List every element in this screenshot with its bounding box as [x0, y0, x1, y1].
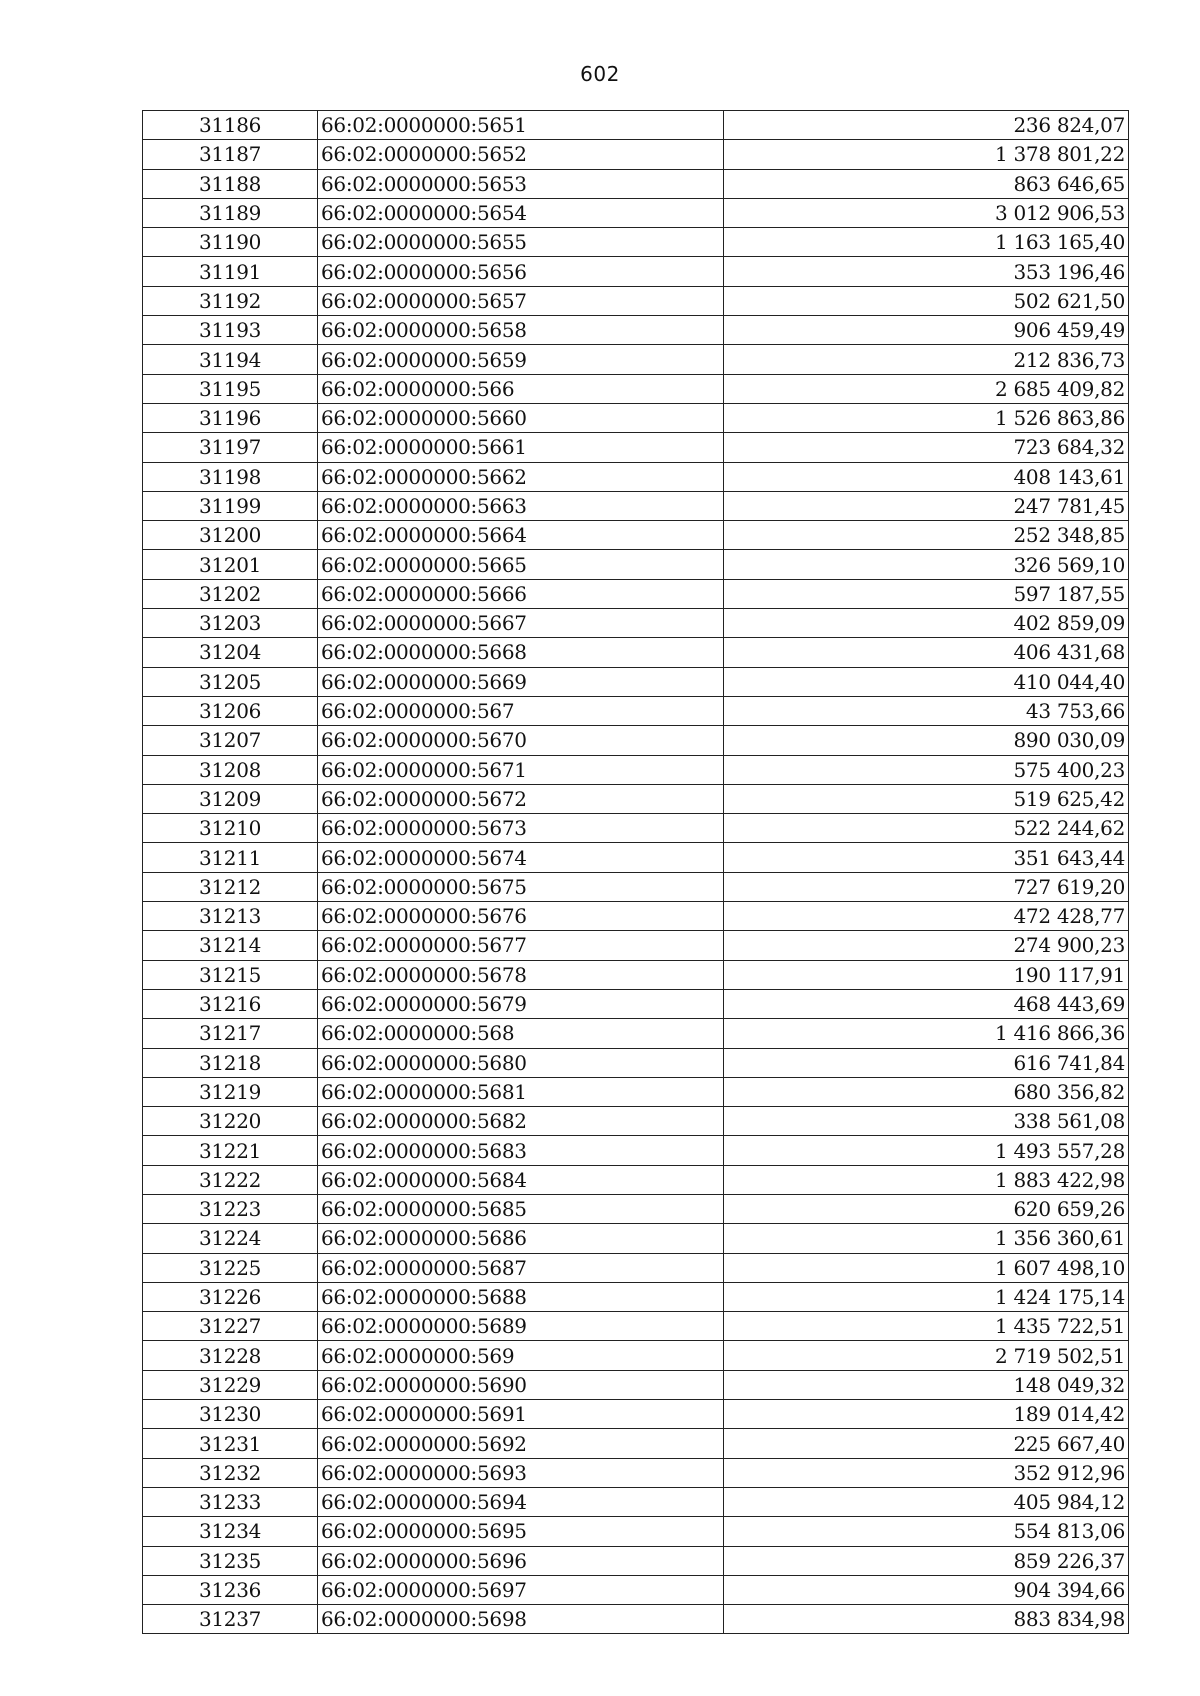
cadastral-number-cell: 66:02:0000000:5698 — [318, 1605, 724, 1634]
row-number-cell: 31228 — [143, 1341, 318, 1370]
table-row — [143, 638, 1129, 667]
row-number-cell: 31205 — [143, 667, 318, 696]
cadastral-value-cell: 1 883 422,98 — [724, 1165, 1129, 1194]
cadastral-value-cell: 274 900,23 — [724, 931, 1129, 960]
table-row — [143, 1458, 1129, 1487]
cadastral-number-cell: 66:02:0000000:5666 — [318, 579, 724, 608]
row-number-cell: 31191 — [143, 257, 318, 286]
cadastral-number-cell: 66:02:0000000:5663 — [318, 491, 724, 520]
cadastral-value-cell: 148 049,32 — [724, 1370, 1129, 1399]
cadastral-number-cell: 66:02:0000000:5652 — [318, 140, 724, 169]
cadastral-number-cell: 66:02:0000000:5660 — [318, 403, 724, 432]
cadastral-number-cell: 66:02:0000000:5684 — [318, 1165, 724, 1194]
row-number-cell: 31204 — [143, 638, 318, 667]
cadastral-value-cell: 405 984,12 — [724, 1487, 1129, 1516]
cadastral-number-cell: 66:02:0000000:5656 — [318, 257, 724, 286]
row-number-cell: 31220 — [143, 1107, 318, 1136]
row-number-cell: 31193 — [143, 316, 318, 345]
cadastral-value-cell: 727 619,20 — [724, 872, 1129, 901]
cadastral-value-cell: 1 378 801,22 — [724, 140, 1129, 169]
cadastral-value-cell: 906 459,49 — [724, 316, 1129, 345]
cadastral-number-cell: 66:02:0000000:5657 — [318, 286, 724, 315]
table-row — [143, 1370, 1129, 1399]
table-row — [143, 228, 1129, 257]
table-row — [143, 316, 1129, 345]
cadastral-value-cell: 472 428,77 — [724, 902, 1129, 931]
table-row — [143, 1487, 1129, 1516]
cadastral-number-cell: 66:02:0000000:5670 — [318, 726, 724, 755]
row-number-cell: 31197 — [143, 433, 318, 462]
cadastral-value-cell: 2 719 502,51 — [724, 1341, 1129, 1370]
cadastral-value-cell: 616 741,84 — [724, 1048, 1129, 1077]
table-row — [143, 140, 1129, 169]
row-number-cell: 31194 — [143, 345, 318, 374]
cadastral-number-cell: 66:02:0000000:5681 — [318, 1077, 724, 1106]
cadastral-value-cell: 353 196,46 — [724, 257, 1129, 286]
row-number-cell: 31212 — [143, 872, 318, 901]
cadastral-value-cell: 236 824,07 — [724, 111, 1129, 140]
cadastral-number-cell: 66:02:0000000:5685 — [318, 1194, 724, 1223]
table-row — [143, 403, 1129, 432]
cadastral-value-cell: 1 416 866,36 — [724, 1019, 1129, 1048]
row-number-cell: 31215 — [143, 960, 318, 989]
cadastral-number-cell: 66:02:0000000:5695 — [318, 1517, 724, 1546]
table-row — [143, 1575, 1129, 1604]
cadastral-number-cell: 66:02:0000000:566 — [318, 374, 724, 403]
cadastral-number-cell: 66:02:0000000:5697 — [318, 1575, 724, 1604]
table-row — [143, 257, 1129, 286]
row-number-cell: 31207 — [143, 726, 318, 755]
cadastral-number-cell: 66:02:0000000:5676 — [318, 902, 724, 931]
row-number-cell: 31230 — [143, 1400, 318, 1429]
cadastral-number-cell: 66:02:0000000:5691 — [318, 1400, 724, 1429]
cadastral-number-cell: 66:02:0000000:568 — [318, 1019, 724, 1048]
table-row — [143, 1605, 1129, 1634]
row-number-cell: 31235 — [143, 1546, 318, 1575]
cadastral-value-cell: 252 348,85 — [724, 521, 1129, 550]
table-row — [143, 784, 1129, 813]
cadastral-number-cell: 66:02:0000000:5693 — [318, 1458, 724, 1487]
cadastral-value-cell: 338 561,08 — [724, 1107, 1129, 1136]
table-row — [143, 696, 1129, 725]
cadastral-number-cell: 66:02:0000000:5674 — [318, 843, 724, 872]
row-number-cell: 31200 — [143, 521, 318, 550]
cadastral-value-cell: 680 356,82 — [724, 1077, 1129, 1106]
row-number-cell: 31233 — [143, 1487, 318, 1516]
table-row — [143, 872, 1129, 901]
cadastral-value-cell: 212 836,73 — [724, 345, 1129, 374]
cadastral-number-cell: 66:02:0000000:5687 — [318, 1253, 724, 1282]
row-number-cell: 31231 — [143, 1429, 318, 1458]
cadastral-number-cell: 66:02:0000000:5653 — [318, 169, 724, 198]
table-row — [143, 989, 1129, 1018]
row-number-cell: 31213 — [143, 902, 318, 931]
cadastral-number-cell: 66:02:0000000:5659 — [318, 345, 724, 374]
cadastral-number-cell: 66:02:0000000:5680 — [318, 1048, 724, 1077]
cadastral-value-cell: 859 226,37 — [724, 1546, 1129, 1575]
cadastral-value-cell: 468 443,69 — [724, 989, 1129, 1018]
row-number-cell: 31192 — [143, 286, 318, 315]
cadastral-value-cell: 408 143,61 — [724, 462, 1129, 491]
table-row — [143, 814, 1129, 843]
cadastral-number-cell: 66:02:0000000:5658 — [318, 316, 724, 345]
cadastral-value-cell: 1 356 360,61 — [724, 1224, 1129, 1253]
cadastral-number-cell: 66:02:0000000:5683 — [318, 1136, 724, 1165]
cadastral-value-cell: 43 753,66 — [724, 696, 1129, 725]
cadastral-number-cell: 66:02:0000000:5690 — [318, 1370, 724, 1399]
cadastral-value-cell: 1 163 165,40 — [724, 228, 1129, 257]
row-number-cell: 31226 — [143, 1282, 318, 1311]
table-row — [143, 521, 1129, 550]
row-number-cell: 31237 — [143, 1605, 318, 1634]
row-number-cell: 31210 — [143, 814, 318, 843]
table-body — [143, 111, 1129, 1634]
row-number-cell: 31206 — [143, 696, 318, 725]
table-row — [143, 931, 1129, 960]
table-row — [143, 1194, 1129, 1223]
cadastral-value-table — [142, 110, 1129, 1634]
table-row — [143, 726, 1129, 755]
row-number-cell: 31217 — [143, 1019, 318, 1048]
cadastral-number-cell: 66:02:0000000:5689 — [318, 1312, 724, 1341]
cadastral-number-cell: 66:02:0000000:5661 — [318, 433, 724, 462]
cadastral-value-cell: 225 667,40 — [724, 1429, 1129, 1458]
table-row — [143, 1136, 1129, 1165]
cadastral-number-cell: 66:02:0000000:5662 — [318, 462, 724, 491]
cadastral-value-cell: 522 244,62 — [724, 814, 1129, 843]
table-row — [143, 1546, 1129, 1575]
cadastral-number-cell: 66:02:0000000:5694 — [318, 1487, 724, 1516]
cadastral-value-cell: 1 435 722,51 — [724, 1312, 1129, 1341]
row-number-cell: 31211 — [143, 843, 318, 872]
row-number-cell: 31196 — [143, 403, 318, 432]
cadastral-value-cell: 620 659,26 — [724, 1194, 1129, 1223]
row-number-cell: 31222 — [143, 1165, 318, 1194]
row-number-cell: 31199 — [143, 491, 318, 520]
table-row — [143, 1312, 1129, 1341]
row-number-cell: 31224 — [143, 1224, 318, 1253]
row-number-cell: 31189 — [143, 198, 318, 227]
cadastral-number-cell: 66:02:0000000:5654 — [318, 198, 724, 227]
cadastral-number-cell: 66:02:0000000:5696 — [318, 1546, 724, 1575]
cadastral-number-cell: 66:02:0000000:5677 — [318, 931, 724, 960]
cadastral-value-cell: 352 912,96 — [724, 1458, 1129, 1487]
cadastral-number-cell: 66:02:0000000:5678 — [318, 960, 724, 989]
table-row — [143, 1282, 1129, 1311]
cadastral-number-cell: 66:02:0000000:5673 — [318, 814, 724, 843]
cadastral-number-cell: 66:02:0000000:5686 — [318, 1224, 724, 1253]
row-number-cell: 31198 — [143, 462, 318, 491]
row-number-cell: 31216 — [143, 989, 318, 1018]
table-row — [143, 491, 1129, 520]
cadastral-number-cell: 66:02:0000000:5655 — [318, 228, 724, 257]
cadastral-value-cell: 502 621,50 — [724, 286, 1129, 315]
table-row — [143, 1077, 1129, 1106]
table-row — [143, 286, 1129, 315]
table-row — [143, 1341, 1129, 1370]
cadastral-value-cell: 890 030,09 — [724, 726, 1129, 755]
cadastral-number-cell: 66:02:0000000:569 — [318, 1341, 724, 1370]
cadastral-number-cell: 66:02:0000000:5665 — [318, 550, 724, 579]
row-number-cell: 31208 — [143, 755, 318, 784]
table-row — [143, 960, 1129, 989]
row-number-cell: 31234 — [143, 1517, 318, 1546]
row-number-cell: 31209 — [143, 784, 318, 813]
cadastral-value-cell: 519 625,42 — [724, 784, 1129, 813]
table-row — [143, 1048, 1129, 1077]
row-number-cell: 31214 — [143, 931, 318, 960]
row-number-cell: 31227 — [143, 1312, 318, 1341]
row-number-cell: 31218 — [143, 1048, 318, 1077]
table-row — [143, 1107, 1129, 1136]
row-number-cell: 31190 — [143, 228, 318, 257]
table-row — [143, 198, 1129, 227]
row-number-cell: 31186 — [143, 111, 318, 140]
cadastral-value-cell: 1 526 863,86 — [724, 403, 1129, 432]
row-number-cell: 31187 — [143, 140, 318, 169]
cadastral-number-cell: 66:02:0000000:567 — [318, 696, 724, 725]
table-row — [143, 1165, 1129, 1194]
cadastral-value-cell: 883 834,98 — [724, 1605, 1129, 1634]
table-row — [143, 550, 1129, 579]
cadastral-value-cell: 1 607 498,10 — [724, 1253, 1129, 1282]
cadastral-value-cell: 351 643,44 — [724, 843, 1129, 872]
cadastral-value-cell: 402 859,09 — [724, 609, 1129, 638]
table-row — [143, 902, 1129, 931]
cadastral-value-cell: 1 493 557,28 — [724, 1136, 1129, 1165]
cadastral-number-cell: 66:02:0000000:5688 — [318, 1282, 724, 1311]
row-number-cell: 31221 — [143, 1136, 318, 1165]
table-row — [143, 1019, 1129, 1048]
row-number-cell: 31229 — [143, 1370, 318, 1399]
cadastral-value-cell: 554 813,06 — [724, 1517, 1129, 1546]
cadastral-number-cell: 66:02:0000000:5692 — [318, 1429, 724, 1458]
cadastral-value-cell: 3 012 906,53 — [724, 198, 1129, 227]
cadastral-number-cell: 66:02:0000000:5671 — [318, 755, 724, 784]
row-number-cell: 31188 — [143, 169, 318, 198]
page-number: 602 — [580, 62, 620, 86]
table-row — [143, 1517, 1129, 1546]
cadastral-number-cell: 66:02:0000000:5667 — [318, 609, 724, 638]
cadastral-value-cell: 410 044,40 — [724, 667, 1129, 696]
cadastral-number-cell: 66:02:0000000:5669 — [318, 667, 724, 696]
cadastral-number-cell: 66:02:0000000:5668 — [318, 638, 724, 667]
cadastral-value-cell: 597 187,55 — [724, 579, 1129, 608]
cadastral-number-cell: 66:02:0000000:5675 — [318, 872, 724, 901]
row-number-cell: 31201 — [143, 550, 318, 579]
row-number-cell: 31223 — [143, 1194, 318, 1223]
cadastral-value-cell: 406 431,68 — [724, 638, 1129, 667]
table-row — [143, 1400, 1129, 1429]
table-row — [143, 345, 1129, 374]
cadastral-value-cell: 190 117,91 — [724, 960, 1129, 989]
cadastral-value-cell: 904 394,66 — [724, 1575, 1129, 1604]
cadastral-value-cell: 863 646,65 — [724, 169, 1129, 198]
table-row — [143, 755, 1129, 784]
cadastral-value-cell: 326 569,10 — [724, 550, 1129, 579]
row-number-cell: 31225 — [143, 1253, 318, 1282]
cadastral-value-cell: 723 684,32 — [724, 433, 1129, 462]
table-row — [143, 462, 1129, 491]
cadastral-value-cell: 2 685 409,82 — [724, 374, 1129, 403]
table-row — [143, 1253, 1129, 1282]
table-row — [143, 843, 1129, 872]
row-number-cell: 31195 — [143, 374, 318, 403]
cadastral-number-cell: 66:02:0000000:5651 — [318, 111, 724, 140]
cadastral-value-cell: 1 424 175,14 — [724, 1282, 1129, 1311]
table-row — [143, 169, 1129, 198]
row-number-cell: 31236 — [143, 1575, 318, 1604]
cadastral-value-cell: 575 400,23 — [724, 755, 1129, 784]
row-number-cell: 31219 — [143, 1077, 318, 1106]
row-number-cell: 31202 — [143, 579, 318, 608]
table-row — [143, 1224, 1129, 1253]
table-row — [143, 374, 1129, 403]
cadastral-value-cell: 247 781,45 — [724, 491, 1129, 520]
table-row — [143, 609, 1129, 638]
row-number-cell: 31232 — [143, 1458, 318, 1487]
row-number-cell: 31203 — [143, 609, 318, 638]
table-row — [143, 579, 1129, 608]
cadastral-number-cell: 66:02:0000000:5664 — [318, 521, 724, 550]
cadastral-number-cell: 66:02:0000000:5682 — [318, 1107, 724, 1136]
table-row — [143, 111, 1129, 140]
cadastral-value-cell: 189 014,42 — [724, 1400, 1129, 1429]
table-row — [143, 667, 1129, 696]
cadastral-number-cell: 66:02:0000000:5672 — [318, 784, 724, 813]
table-row — [143, 1429, 1129, 1458]
table-row — [143, 433, 1129, 462]
cadastral-number-cell: 66:02:0000000:5679 — [318, 989, 724, 1018]
